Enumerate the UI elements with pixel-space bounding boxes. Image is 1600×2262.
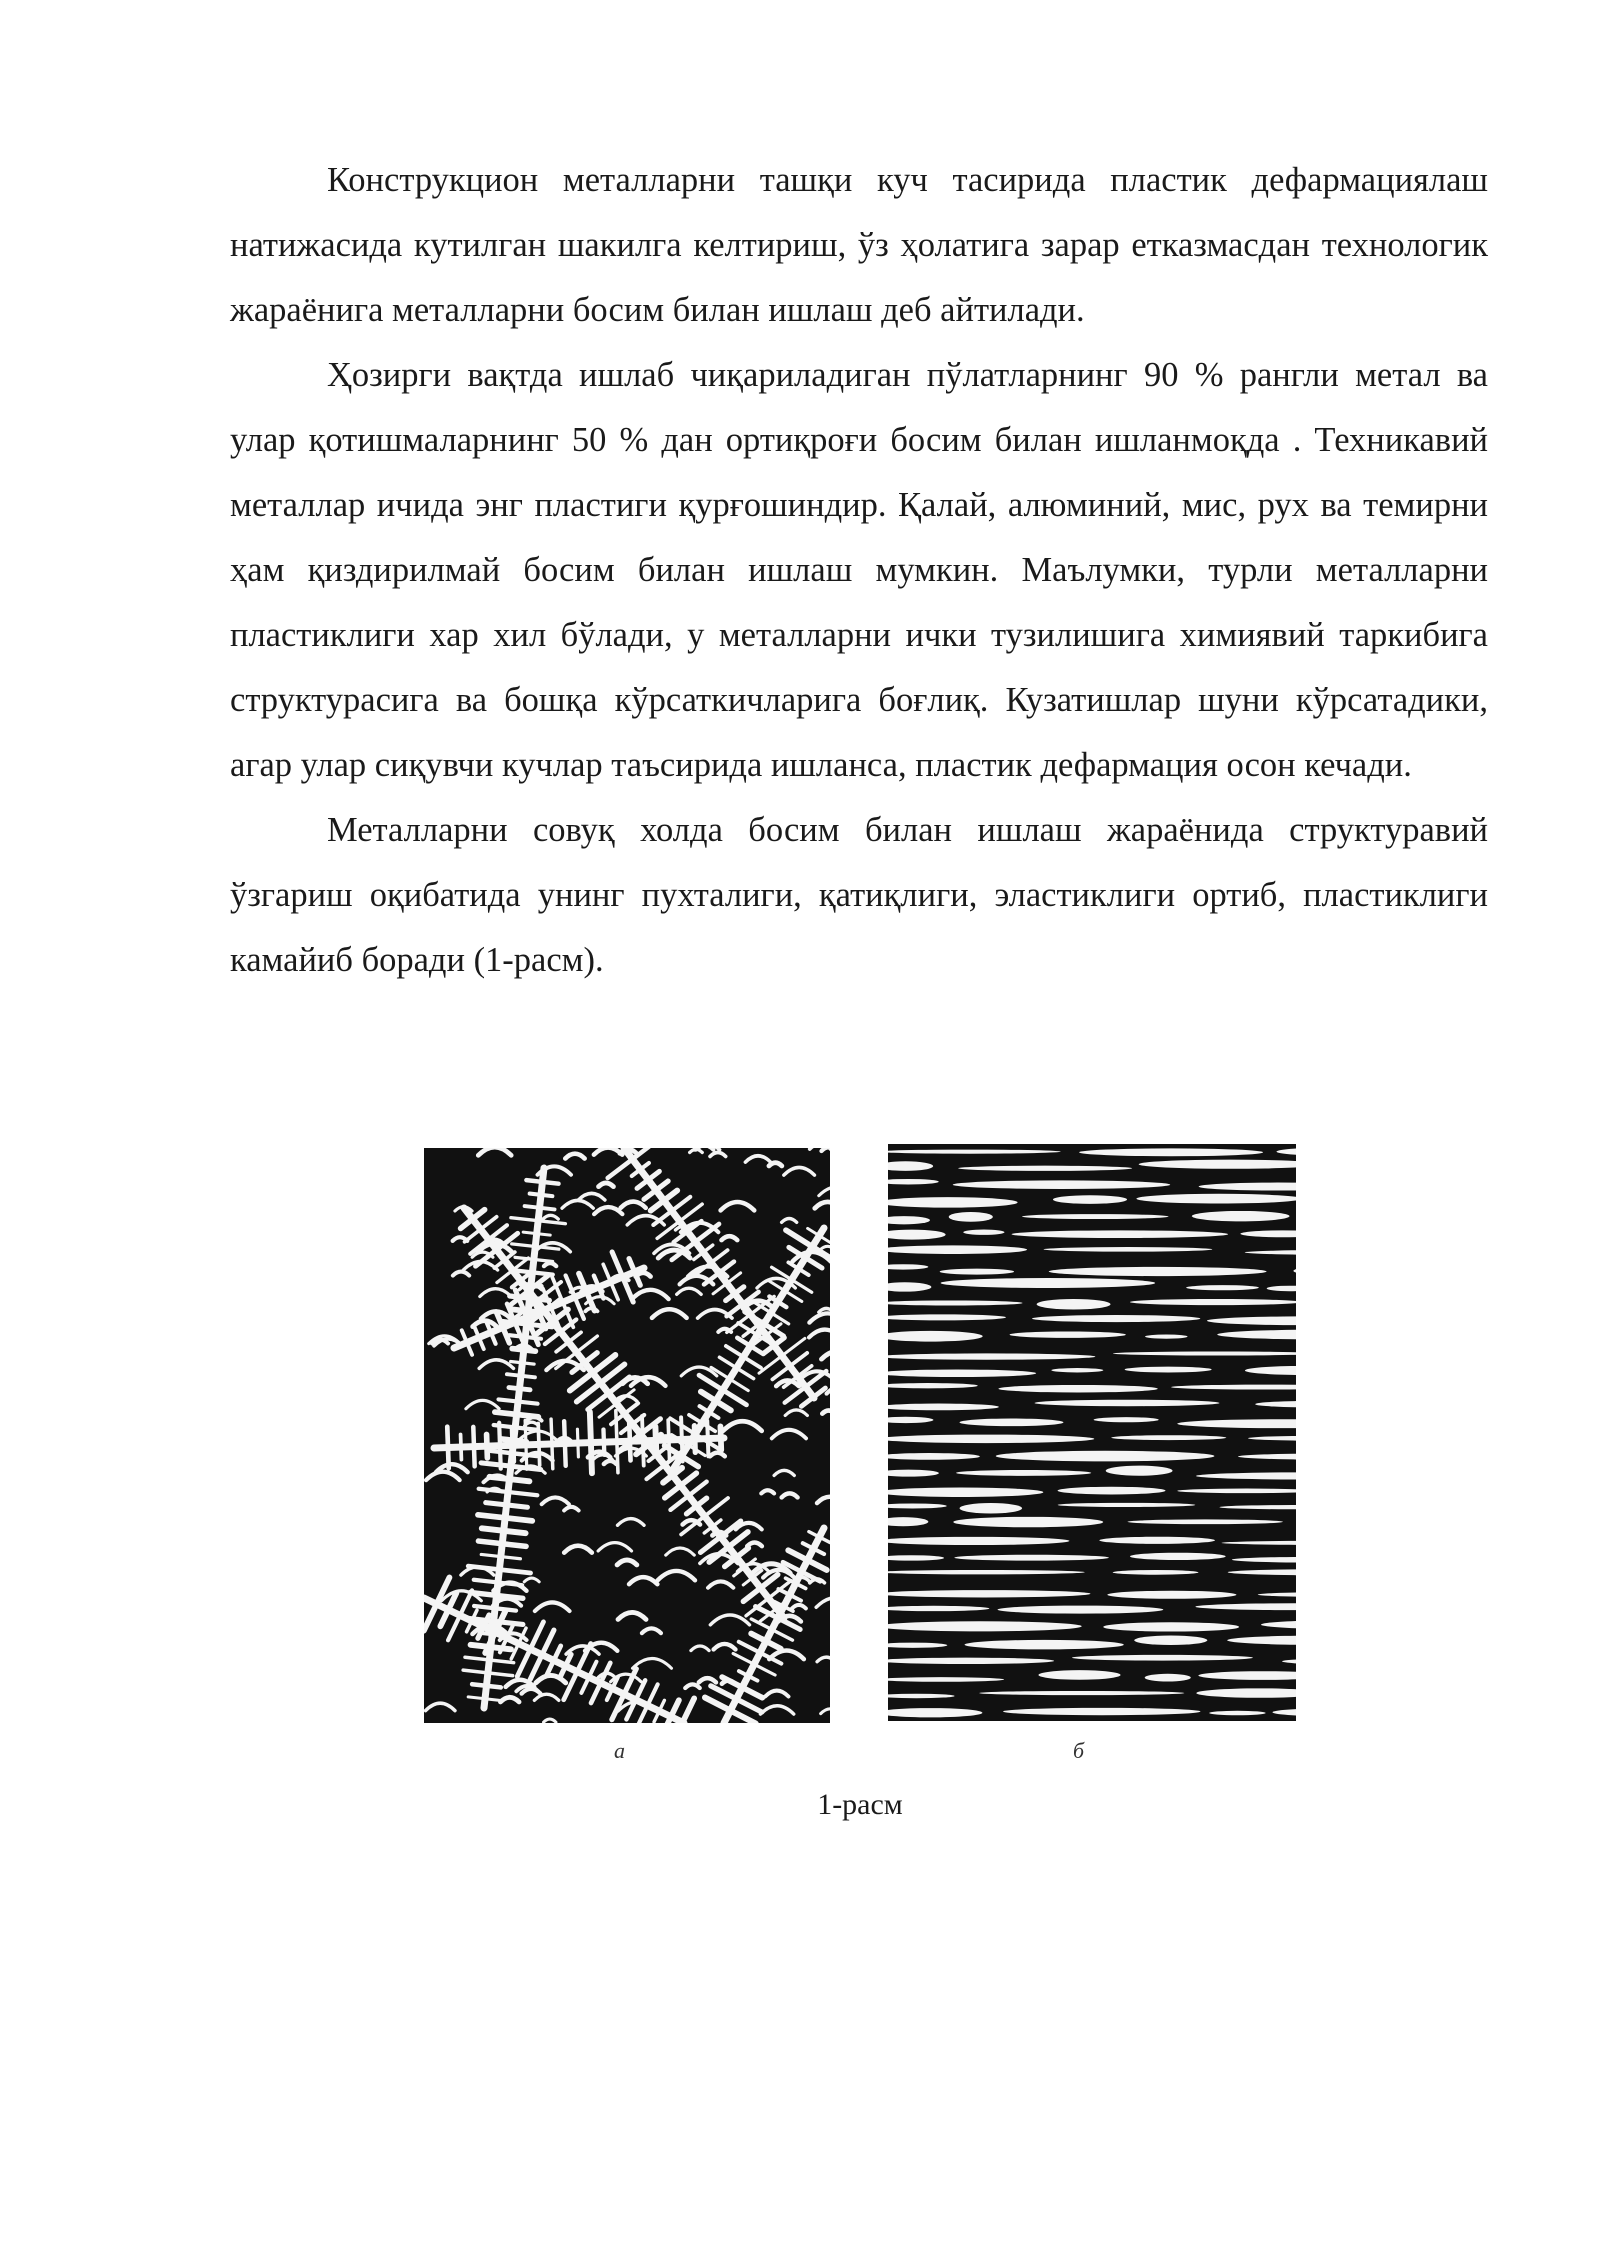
paragraph-1: Конструкцион металларни ташқи куч тасирида пластик дефармациялаш натижасида кутилган шакилга келтириш, ўз ҳолатига зарар етказмасдан технологик жараёнига металларни босим билан ишлаш деб айтилади.	[230, 161, 1488, 329]
paragraph-2: Ҳозирги вақтда ишлаб чиқариладиган пўлатларнинг 90 % рангли метал ва улар қотишмаларнинг 50 % дан ортиқроғи босим билан ишланмоқда . Техникавий металлар ичида энг пластиги қурғошиндир. Қалай, алюминий, мис, рух ва темирни ҳам қиздирилмай босим билан ишлаш мумкин. Маълумки, турли металларни пластиклиги хар хил бўлади, у металларни ички тузилишига химиявий таркибига структурасига ва бошқа кўрсаткичларига боғлиқ. Кузатишлар шуни кўрсатадики, агар улар сиқувчи кучлар таъсирида ишланса, пластик дефармация осон кечади.	[230, 356, 1488, 784]
figure-label-a: а	[614, 1738, 625, 1763]
deformed-fibrous-structure-image	[888, 1144, 1296, 1721]
document-body	[230, 148, 1488, 993]
paragraph-3: Металларни совуқ холда босим билан ишлаш жараёнида структуравий ўзгариш оқибатида унинг пухталиги, қатиқлиги, эластиклиги ортиб, пластиклиги камайиб боради (1-расм).	[230, 811, 1488, 979]
figure-caption: 1-расм	[817, 1788, 903, 1821]
dendritic-structure-image	[424, 1148, 830, 1723]
dendritic-structure-drawing	[424, 1148, 830, 1723]
fibrous-structure-drawing	[888, 1144, 1296, 1721]
figure	[0, 1148, 1600, 1828]
figure-label-b: б	[1073, 1738, 1085, 1763]
